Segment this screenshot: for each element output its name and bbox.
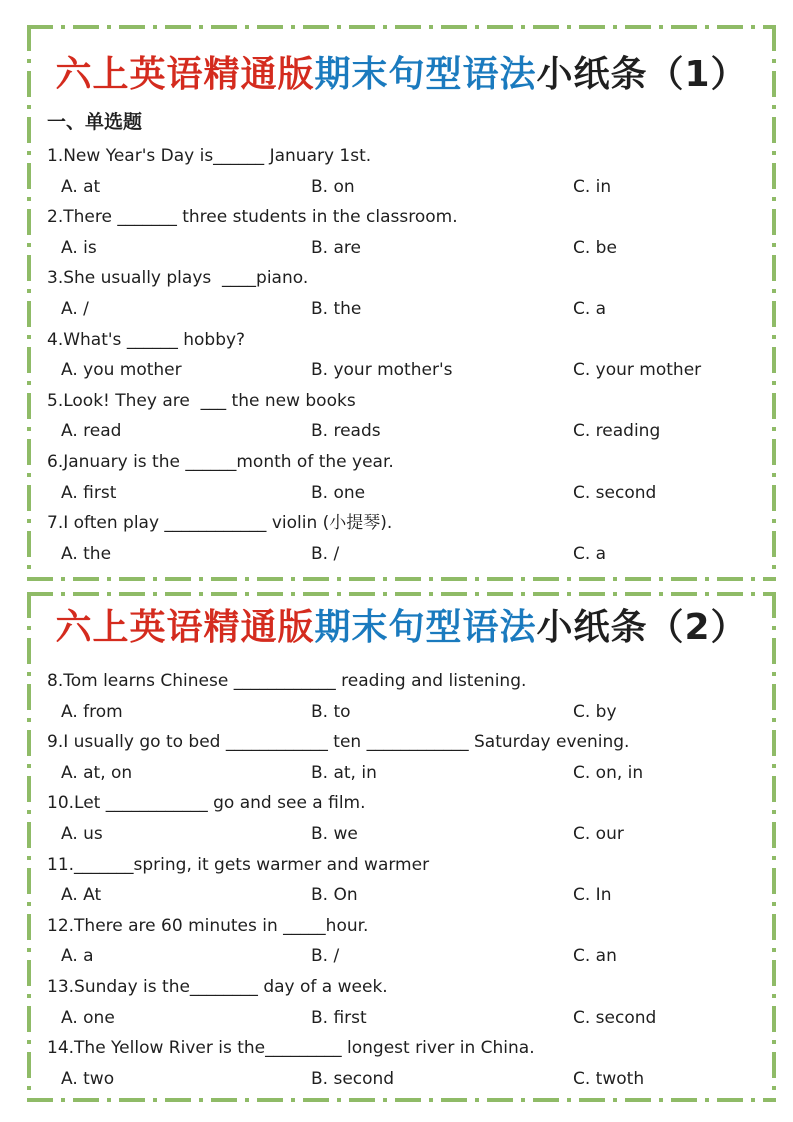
option-a: A. first [61, 482, 117, 503]
option-c: C. second [573, 482, 657, 503]
option-b: B. On [311, 885, 358, 906]
options-row [27, 539, 776, 570]
question-text: 12.There are 60 minutes in _____hour. [47, 915, 369, 936]
option-b: B. the [311, 298, 362, 319]
question-list [27, 141, 776, 569]
options-row [27, 758, 776, 789]
question-list [27, 666, 776, 1094]
question-block [27, 727, 776, 788]
question-text: 9.I usually go to bed ____________ ten ____________ Saturday evening. [47, 732, 630, 753]
option-c: C. reading [573, 421, 661, 442]
question-block [27, 850, 776, 911]
question-block [27, 141, 776, 202]
question-block [27, 1033, 776, 1094]
option-a: A. two [61, 1068, 115, 1089]
question-text: 4.What's ______ hobby? [47, 329, 246, 350]
worksheet-section [27, 592, 776, 1102]
option-b: B. are [311, 237, 361, 258]
title-part-black: 小纸条（2） [536, 607, 748, 648]
option-c: C. twoth [573, 1068, 645, 1089]
option-a: A. At [61, 885, 102, 906]
option-c: C. an [573, 946, 617, 967]
option-a: A. one [61, 1007, 115, 1028]
options-row [27, 819, 776, 850]
question-block [27, 508, 776, 569]
section-title [27, 25, 776, 97]
question-block [27, 386, 776, 447]
title-part-black: 小纸条（1） [536, 54, 748, 95]
options-row [27, 478, 776, 509]
option-a: A. / [61, 298, 89, 319]
options-row [27, 1064, 776, 1095]
option-b: B. second [311, 1068, 395, 1089]
option-b: B. we [311, 823, 358, 844]
question-text: 10.Let ____________ go and see a film. [47, 793, 366, 814]
question-block [27, 263, 776, 324]
option-a: A. at [61, 176, 101, 197]
question-type-header: 一、单选题 [47, 111, 143, 133]
option-c: C. In [573, 885, 612, 906]
question-block [27, 447, 776, 508]
option-c: C. by [573, 701, 617, 722]
option-a: A. at, on [61, 762, 133, 783]
option-b: B. on [311, 176, 355, 197]
question-block [27, 666, 776, 727]
question-block [27, 911, 776, 972]
option-c: C. in [573, 176, 612, 197]
option-c: C. your mother [573, 360, 702, 381]
question-text: 11._______spring, it gets warmer and warmer [47, 854, 430, 875]
title-part-red: 六上英语精通版 [55, 607, 315, 648]
option-b: B. / [311, 543, 340, 564]
options-row [27, 233, 776, 264]
option-b: B. first [311, 1007, 367, 1028]
title-part-blue: 期末句型语法 [314, 607, 537, 648]
question-text: 14.The Yellow River is the_________ longest river in China. [47, 1038, 535, 1059]
question-text: 5.Look! They are ___ the new books [47, 390, 356, 411]
option-c: C. be [573, 237, 617, 258]
options-row [27, 416, 776, 447]
option-a: A. is [61, 237, 97, 258]
option-a: A. you mother [61, 360, 182, 381]
option-b: B. / [311, 946, 340, 967]
question-text: 8.Tom learns Chinese ____________ reading and listening. [47, 671, 527, 691]
option-a: A. us [61, 823, 103, 844]
question-text: 2.There _______ three students in the classroom. [47, 207, 458, 228]
options-row [27, 172, 776, 203]
option-b: B. reads [311, 421, 381, 442]
options-row [27, 941, 776, 972]
options-row [27, 355, 776, 386]
question-text: 7.I often play ____________ violin (小提琴). [47, 513, 393, 534]
question-block [27, 202, 776, 263]
option-b: B. to [311, 701, 351, 722]
title-part-blue: 期末句型语法 [314, 54, 537, 95]
option-c: C. our [573, 823, 624, 844]
option-a: A. a [61, 946, 94, 967]
option-b: B. your mother's [311, 360, 453, 381]
option-c: C. a [573, 543, 607, 564]
question-text: 13.Sunday is the________ day of a week. [47, 976, 388, 997]
options-row [27, 1003, 776, 1034]
question-text: 1.New Year's Day is______ January 1st. [47, 146, 372, 166]
options-row [27, 697, 776, 728]
question-block [27, 972, 776, 1033]
option-b: B. one [311, 482, 366, 503]
options-row [27, 880, 776, 911]
option-c: C. second [573, 1007, 657, 1028]
worksheet-section [27, 25, 776, 581]
option-a: A. from [61, 701, 123, 722]
title-part-red: 六上英语精通版 [55, 54, 315, 95]
options-row [27, 294, 776, 325]
option-a: A. read [61, 421, 122, 442]
question-block [27, 325, 776, 386]
option-b: B. at, in [311, 762, 377, 783]
section-title [27, 592, 776, 650]
question-block [27, 788, 776, 849]
option-a: A. the [61, 543, 112, 564]
option-c: C. on, in [573, 762, 644, 783]
option-c: C. a [573, 298, 607, 319]
question-text: 3.She usually plays ____piano. [47, 268, 309, 289]
question-text: 6.January is the ______month of the year. [47, 451, 394, 472]
